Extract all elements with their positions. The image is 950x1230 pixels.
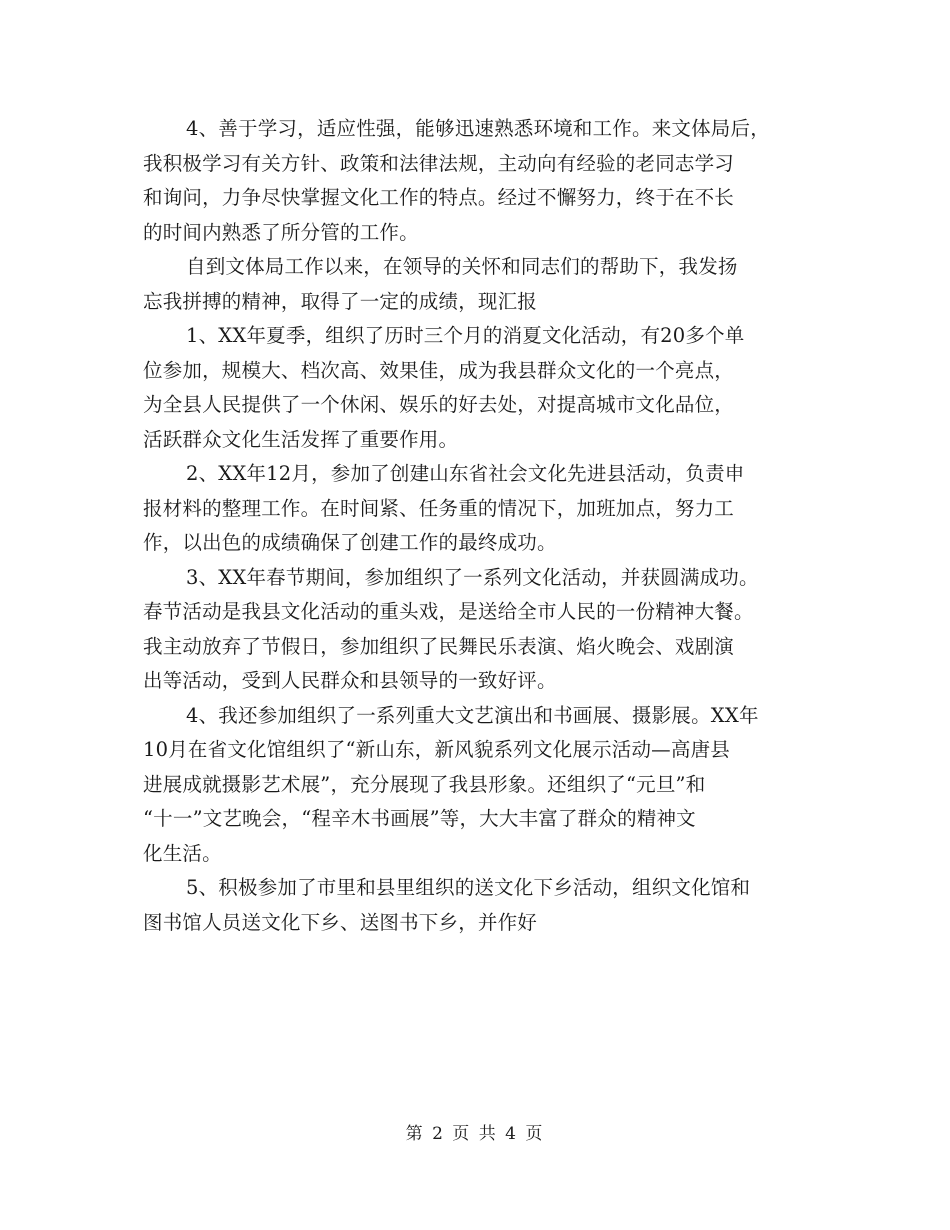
document-body	[143, 112, 833, 940]
text-line: 活跃群众文化生活发挥了重要作用。	[143, 427, 459, 451]
text-line: 自到文体局工作以来，在领导的关怀和同志们的帮助下，我发扬	[186, 255, 738, 278]
text-line: 和询问，力争尽快掌握文化工作的特点。经过不懈努力，终于在不长	[143, 186, 735, 209]
text-line: 报材料的整理工作。在时间紧、任务重的情况下，加班加点，努力工	[143, 496, 735, 520]
text-line: 我主动放弃了节假日，参加组织了民舞民乐表演、焰火晚会、戏剧演	[143, 634, 735, 658]
text-line: 5、积极参加了市里和县里组织的送文化下乡活动，组织文化馆和	[186, 876, 751, 899]
text-line: “十一”文艺晚会，“程辛木书画展”等，大大丰富了群众的精神文	[143, 807, 696, 830]
text-line: 出等活动，受到人民群众和县领导的一致好评。	[143, 669, 557, 692]
text-line: 1、XX年夏季，组织了历时三个月的消夏文化活动，有20多个单	[186, 324, 745, 347]
text-line: 作，以出色的成绩确保了创建工作的最终成功。	[143, 531, 557, 554]
text-line: 进展成就摄影艺术展”，充分展现了我县形象。还组织了“元旦”和	[143, 772, 706, 796]
page-number-footer: 第 2 页 共 4 页	[405, 1124, 545, 1144]
text-line: 位参加，规模大、档次高、效果佳，成为我县群众文化的一个亮点，	[143, 358, 735, 382]
text-line: 的时间内熟悉了所分管的工作。	[143, 220, 419, 244]
text-line: 图书馆人员送文化下乡、送图书下乡，并作好	[143, 910, 538, 934]
text-line: 我积极学习有关方针、政策和法律法规，主动向有经验的老同志学习	[143, 151, 735, 175]
text-line: 10月在省文化馆组织了“新山东，新风貌系列文化展示活动—高唐县	[143, 738, 730, 761]
text-line: 4、善于学习，适应性强，能够迅速熟悉环境和工作。来文体局后，	[186, 117, 770, 140]
text-line: 2、XX年12月，参加了创建山东省社会文化先进县活动，负责申	[186, 462, 745, 485]
text-line: 4、我还参加组织了一系列重大文艺演出和书画展、摄影展。XX年	[186, 703, 759, 727]
text-line: 春节活动是我县文化活动的重头戏，是送给全市人民的一份精神大餐。	[143, 600, 754, 623]
text-line: 3、XX年春节期间，参加组织了一系列文化活动，并获圆满成功。	[186, 565, 759, 589]
text-line: 为全县人民提供了一个休闲、娱乐的好去处，对提高城市文化品位，	[143, 393, 735, 416]
text-line: 忘我拼搏的精神，取得了一定的成绩，现汇报	[143, 289, 538, 313]
text-line: 化生活。	[143, 841, 222, 865]
